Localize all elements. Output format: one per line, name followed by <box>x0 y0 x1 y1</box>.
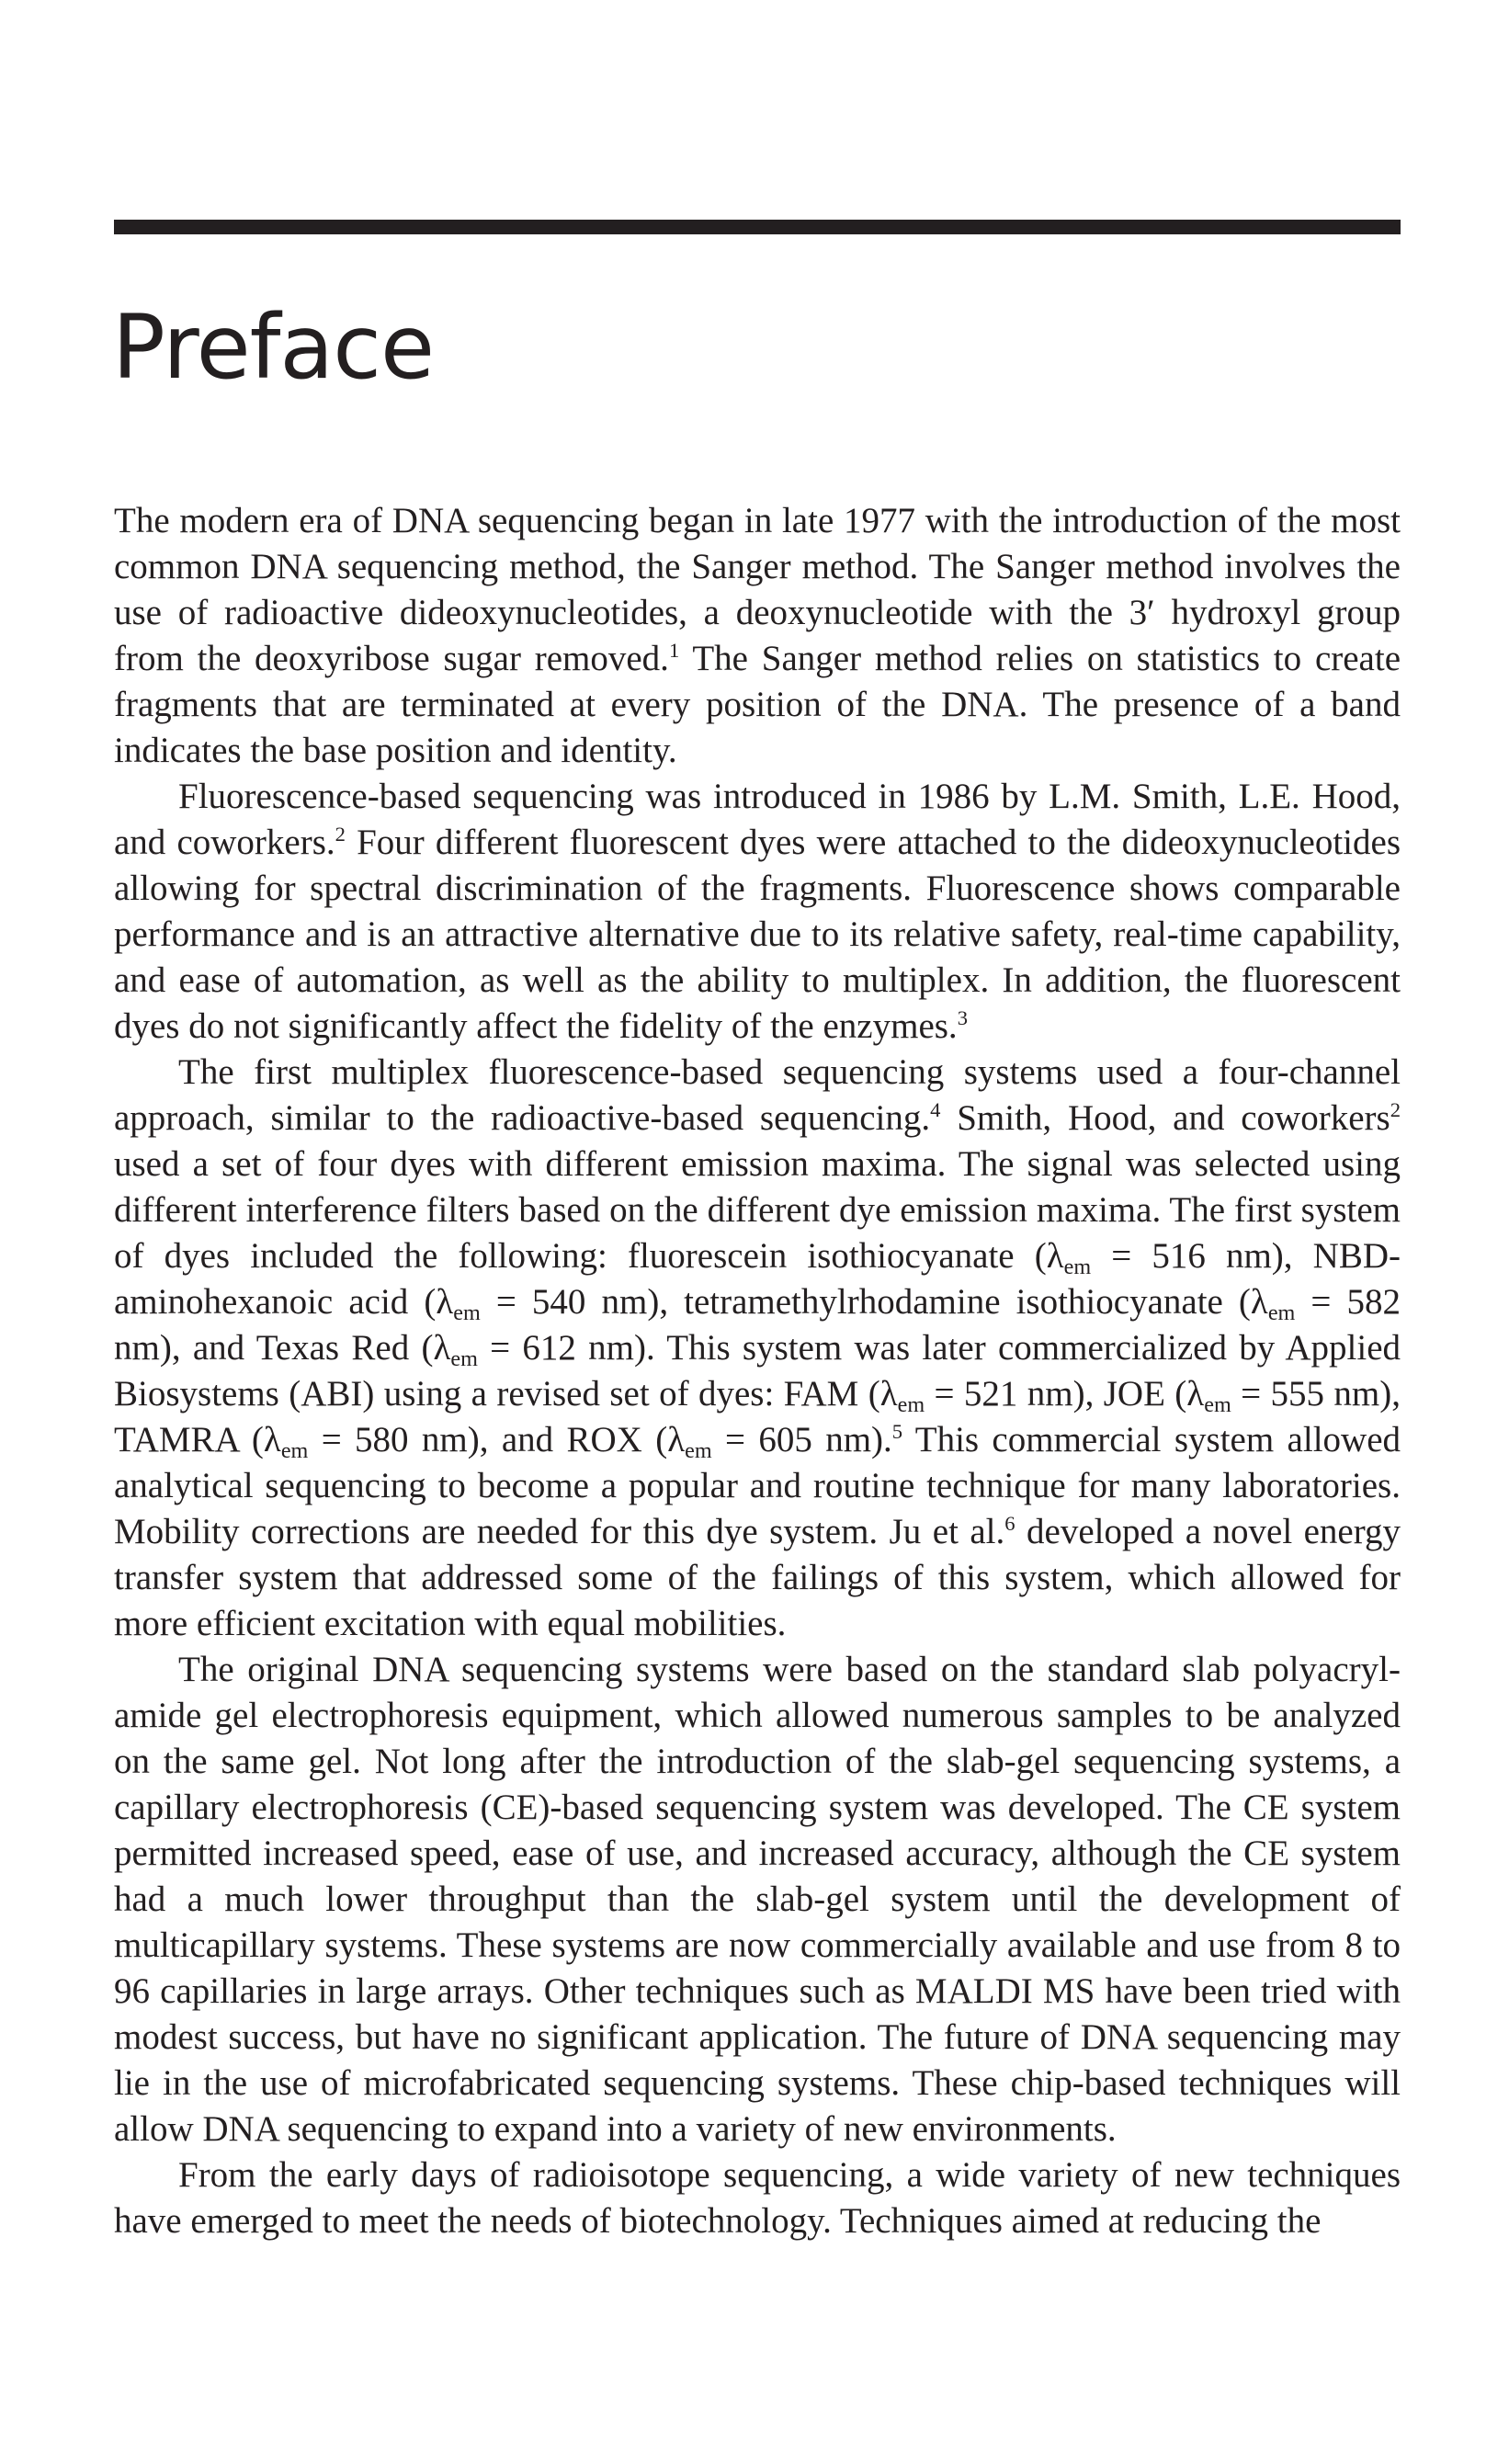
subscript: em <box>1063 1254 1092 1279</box>
subscript: em <box>1267 1300 1296 1325</box>
reference-superscript: 6 <box>1004 1511 1015 1535</box>
reference-superscript: 1 <box>668 638 680 662</box>
text-run: = 555 nm), TAMRA (λ <box>114 1374 1401 1459</box>
paragraph-1 <box>114 498 1401 774</box>
top-rule <box>114 220 1401 234</box>
text-run: The first multiplex fluorescence-based sequencing systems used a four-channel approach, similar to the radioactive-based sequencing. <box>114 1052 1401 1138</box>
text-run: The Sanger method relies on statistics to create fragments that are terminated at every position of the DNA. The presence of a band indicates the base position and identity. <box>114 639 1401 770</box>
text-run: The original DNA sequencing systems were based on the standard slab polyacrylamide gel electrophoresis equipment, which allowed numerous samples to be analyzed on the same gel. Not long after the introduction of the slab-gel sequencing systems, a capillary electrophoresis (CE)-based sequencing system was developed. The CE system permitted increased speed, ease of use, and increased accuracy, although the CE system had a much lower throughput than the slab-gel system until the development of multicapillary systems. These systems are now commercially available and use from 8 to 96 capillaries in large arrays. Other techniques such as MALDI MS have been tried with modest success, but have no significant application. The future of DNA sequencing may lie in the use of microfabricated sequencing systems. These chip-based techniques will allow DNA sequencing to expand into a variety of new environments. <box>114 1650 1401 2149</box>
body-text <box>114 498 1401 2244</box>
page-title: Preface <box>112 296 435 399</box>
text-run: = 540 nm), tetramethylrhodamine isothiocyanate (λ <box>480 1282 1268 1322</box>
text-run: = 580 nm), and ROX (λ <box>308 1420 686 1459</box>
reference-superscript: 2 <box>1390 1097 1401 1121</box>
reference-superscript: 3 <box>957 1005 968 1029</box>
text-run: From the early days of radioisotope sequencing, a wide variety of new techniques have emerged to meet the needs of biotechnology. Techniques aimed at reducing the <box>114 2155 1401 2241</box>
text-run: Fluorescence-based sequencing was introduced in 1986 by L.M. Smith, L.E. Hood, and coworkers. <box>114 777 1401 862</box>
text-run: The modern era of DNA sequencing began in late 1977 with the introduction of the most common DNA sequencing method, the Sanger method. The Sanger method involves the use of radioactive dideoxynucleotides, a deoxynucleotide with the 3′ hydroxyl group from the deoxyribose sugar removed. <box>114 501 1401 678</box>
subscript: em <box>280 1437 309 1463</box>
paragraph-2 <box>114 774 1401 1050</box>
text-run: Four different fluorescent dyes were attached to the dideoxynucleotides allowing for spectral discrimination of the fragments. Fluorescence shows comparable performance and is an attractive alternative due to its relative safety, real-time capability, and ease of automation, as well as the ability to multiplex. In addition, the fluorescent dyes do not significantly affect the fidelity of the enzymes. <box>114 823 1401 1046</box>
subscript: em <box>685 1437 712 1463</box>
text-run: = 521 nm), JOE (λ <box>925 1374 1205 1414</box>
text-run: = 516 nm), NBD-aminohexanoic acid (λ <box>114 1236 1401 1322</box>
subscript: em <box>453 1300 481 1325</box>
subscript: em <box>1204 1391 1231 1417</box>
text-run: = 582 nm), and Texas Red (λ <box>114 1282 1401 1368</box>
subscript: em <box>897 1391 925 1417</box>
reference-superscript: 5 <box>891 1419 903 1443</box>
paragraph-3 <box>114 1050 1401 1647</box>
subscript: em <box>450 1346 478 1371</box>
text-run: used a set of four dyes with different emission maxima. The signal was selected using different interference filters based on the different dye emission maxima. The first system of dyes included the following: fluorescein isothiocyanate (λ <box>114 1144 1401 1276</box>
text-run: = 605 nm). <box>711 1420 892 1459</box>
reference-superscript: 4 <box>930 1097 941 1121</box>
paragraph-4 <box>114 1647 1401 2152</box>
paragraph-5 <box>114 2152 1401 2244</box>
text-run: This commercial system allowed analytical sequencing to become a popular and routine technique for many laboratories. Mobility corrections are needed for this dye system. Ju et al. <box>114 1420 1401 1551</box>
text-run: developed a novel energy transfer system that addressed some of the failings of this system, which allowed for more efficient excitation with equal mobilities. <box>114 1512 1401 1643</box>
text-run: = 612 nm). This system was later commercialized by Applied Biosystems (ABI) using a revised set of dyes: FAM (λ <box>114 1328 1401 1414</box>
reference-superscript: 2 <box>335 822 346 846</box>
text-run: Smith, Hood, and coworkers <box>940 1098 1390 1138</box>
